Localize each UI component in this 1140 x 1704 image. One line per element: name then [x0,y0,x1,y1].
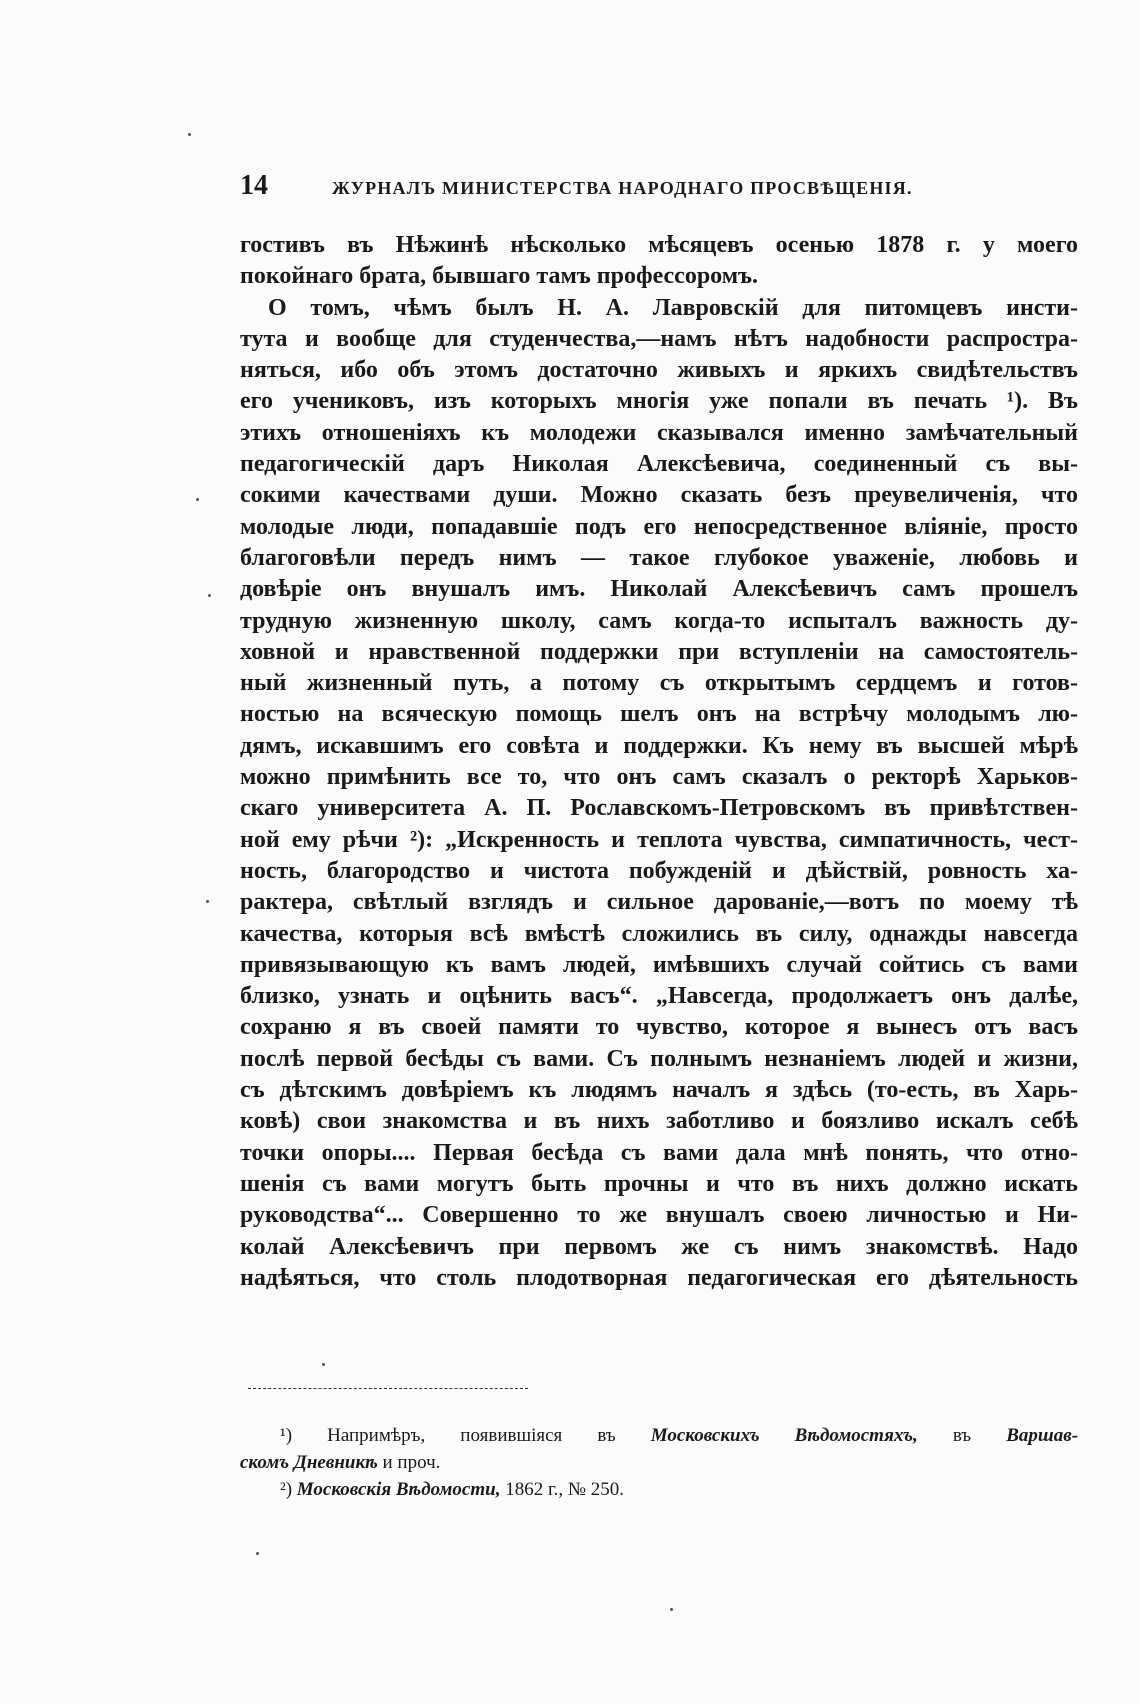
body-line: этихъ отношеніяхъ къ молодежи сказывался именно замѣчательный [240,419,1078,446]
body-line: тута и вообще для студенчества,—намъ нѣтъ надобности распростра- [240,325,1078,352]
body-line: послѣ первой бесѣды съ вами. Съ полнымъ незнаніемъ людей и жизни, [240,1045,1078,1072]
body-line: руководства“... Совершенно то же внушалъ своею личностью и Ни- [240,1202,1078,1229]
body-line: ный жизненный путь, а потому съ открытымъ сердцемъ и готов- [240,670,1078,697]
body-line: качества, которыя всѣ вмѣстѣ сложились въ силу, однажды навсегда [240,920,1078,947]
footnote-1-line-1: ¹) Напримѣръ, появившіяся въ Московскихъ Вѣдомостяхъ, въ Варшав- [280,1425,1079,1446]
footnote-1-mark: ¹) [280,1425,293,1446]
scan-speck [206,900,209,903]
body-line: благоговѣли передъ нимъ — такое глубокое уваженіе, любовь и [240,544,1078,571]
body-line: покойнаго брата, бывшаго тамъ профессоромъ. [240,263,759,290]
scan-speck [208,594,211,597]
body-line: сохраню я въ своей памяти то чувство, которое я вынесъ отъ васъ [240,1014,1078,1041]
scan-speck [256,1552,259,1555]
body-line: можно примѣнить все то, что онъ самъ сказалъ о ректорѣ Харьков- [240,764,1078,791]
body-line: близко, узнать и оцѣнить васъ“. „Навсегда, продолжаетъ онъ далѣе, [240,983,1078,1010]
body-line: скаго университета А. П. Рославскомъ-Петровскомъ въ привѣтствен- [240,795,1078,822]
footnote-separator [248,1388,528,1389]
body-line: сокими качествами души. Можно сказать безъ преувеличенія, что [240,482,1078,509]
body-line: точки опоры.... Первая бесѣда съ вами дала мнѣ понять, что отно- [240,1139,1078,1166]
body-line: довѣріе онъ внушалъ имъ. Николай Алексѣевичъ самъ прошелъ [240,576,1078,603]
running-title: ЖУРНАЛЪ МИНИСТЕРСТВА НАРОДНАГО ПРОСВѢЩЕНІЯ. [332,178,913,198]
page-header [240,170,930,202]
body-line: ной ему рѣчи ²): „Искренность и теплота чувства, симпатичность, чест- [240,826,1078,853]
body-line: колай Алексѣевичъ при первомъ же съ нимъ знакомствѣ. Надо [240,1233,1078,1260]
body-line: рактера, свѣтлый взглядъ и сильное дарованіе,—вотъ по моему тѣ [240,889,1078,916]
body-line: молодые люди, попадавшіе подъ его непосредственное вліяніе, просто [240,513,1078,540]
footnotes [240,1422,1078,1503]
body-text [240,230,1078,1294]
body-line: надѣяться, что столь плодотворная педагогическая его дѣятельность [240,1264,1078,1291]
footnote-1-line-2: скомъ Дневникѣ и проч. [240,1452,441,1473]
body-line: дямъ, искавшимъ его совѣта и поддержки. Къ нему въ высшей мѣрѣ [240,732,1078,759]
body-line: привязывающую къ вамъ людей, имѣвшихъ случай сойтись съ вами [240,951,1078,978]
body-line: гостивъ въ Нѣжинѣ нѣсколько мѣсяцевъ осенью 1878 г. у моего [240,232,1078,258]
body-line: его учениковъ, изъ которыхъ многія уже попали въ печать ¹). Въ [240,388,1078,415]
footnote-2-mark: ²) [280,1479,293,1500]
scan-speck [196,498,199,501]
body-line: съ дѣтскимъ довѣріемъ къ людямъ началъ я здѣсь (то-есть, въ Харь- [240,1077,1078,1104]
scan-speck [188,133,191,136]
body-line: ностью на всяческую помощь шелъ онъ на встрѣчу молодымъ лю- [240,701,1078,728]
body-line: шенія съ вами могутъ быть прочны и что въ нихъ должно искать [240,1170,1078,1197]
footnote-2: ²) Московскія Вѣдомости, 1862 г., № 250. [280,1479,624,1500]
scan-speck [670,1608,673,1611]
body-line: педагогическій даръ Николая Алексѣевича, соединенный съ вы- [240,451,1078,478]
body-line: няться, ибо объ этомъ достаточно живыхъ и яркихъ свидѣтельствъ [240,357,1078,384]
body-line: О томъ, чѣмъ былъ Н. А. Лавровскій для питомцевъ инсти- [268,294,1078,321]
body-line: ховной и нравственной поддержки при вступленіи на самостоятель- [240,638,1078,665]
page-number: 14 [240,170,268,201]
body-line: ность, благородство и чистота побужденій и дѣйствій, ровность ха- [240,857,1078,884]
scan-speck [322,1363,325,1366]
body-line: ковѣ) свои знакомства и въ нихъ заботливо и боязливо искалъ себѣ [240,1108,1078,1135]
body-line: трудную жизненную школу, самъ когда-то испыталъ важность ду- [240,607,1078,634]
